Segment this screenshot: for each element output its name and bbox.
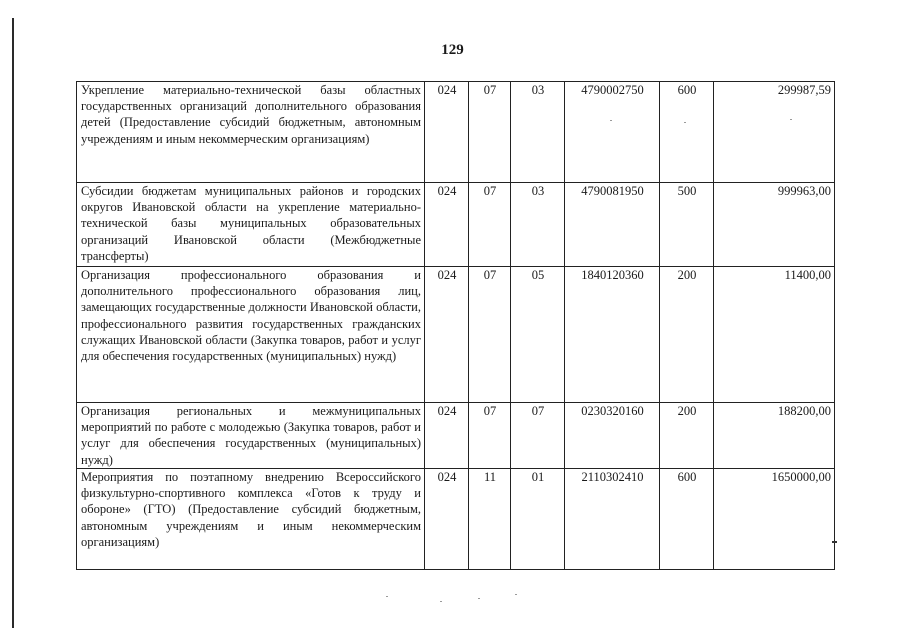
table-row: [77, 469, 835, 570]
scan-mark: [832, 541, 837, 543]
cell-expense-type: 500: [660, 183, 714, 267]
cell-description: Организация профессионального образования и дополнительного профессионального образования лиц, замещающих государственные должности Ивановской области, профессионального развития государственных гражданских служащих Ивановской области (Закупка товаров, работ и услуг для обеспечения государственных (муниципальных) нужд): [77, 267, 425, 403]
cell-amount: 999963,00: [714, 183, 835, 267]
cell-section: 07: [469, 82, 511, 183]
cell-amount: 11400,00: [714, 267, 835, 403]
cell-target-article: 1840120360: [565, 267, 660, 403]
cell-subsection: 07: [511, 403, 565, 469]
cell-target-article: 0230320160: [565, 403, 660, 469]
cell-ministry-code: 024: [425, 82, 469, 183]
cell-target-article: 2110302410: [565, 469, 660, 570]
scan-speck: [515, 594, 517, 595]
table-row: [77, 82, 835, 183]
scan-speck: [440, 601, 442, 602]
cell-amount: 1650000,00: [714, 469, 835, 570]
cell-subsection: 05: [511, 267, 565, 403]
cell-target-article: 4790081950: [565, 183, 660, 267]
cell-amount: 299987,59: [714, 82, 835, 183]
cell-description: Субсидии бюджетам муниципальных районов и городских округов Ивановской области на укрепление материально-технической базы муниципальных образовательных организаций Ивановской области (Межбюджетные трансферты): [77, 183, 425, 267]
cell-target-article: 4790002750: [565, 82, 660, 183]
cell-amount: 188200,00: [714, 403, 835, 469]
scan-speck: [386, 596, 388, 597]
cell-description: Укрепление материально-технической базы областных государственных организаций дополнительного образования детей (Предоставление субсидий бюджетным, автономным учреждениям и иным некоммерческим организациям): [77, 82, 425, 183]
scan-speck: [790, 119, 792, 120]
cell-description: Организация региональных и межмуниципальных мероприятий по работе с молодежью (Закупка товаров, работ и услуг для обеспечения государственных (муниципальных) нужд): [77, 403, 425, 469]
cell-expense-type: 600: [660, 82, 714, 183]
cell-ministry-code: 024: [425, 183, 469, 267]
cell-expense-type: 200: [660, 267, 714, 403]
cell-section: 07: [469, 183, 511, 267]
budget-table: [76, 81, 835, 570]
cell-subsection: 03: [511, 82, 565, 183]
scan-speck: [684, 122, 686, 123]
table-row: [77, 183, 835, 267]
cell-ministry-code: 024: [425, 469, 469, 570]
cell-description: Мероприятия по поэтапному внедрению Всероссийского физкультурно-спортивного комплекса «Готов к труду и обороне» (ГТО) (Предоставление субсидий бюджетным, автономным учреждениям и иным некоммерческим организациям): [77, 469, 425, 570]
page-left-edge-line: [12, 18, 14, 628]
cell-ministry-code: 024: [425, 267, 469, 403]
scan-speck: [610, 120, 612, 121]
cell-section: 11: [469, 469, 511, 570]
cell-subsection: 03: [511, 183, 565, 267]
cell-expense-type: 600: [660, 469, 714, 570]
table-row: [77, 403, 835, 469]
scan-speck: [478, 598, 480, 599]
cell-section: 07: [469, 267, 511, 403]
page-number: 129: [441, 42, 464, 58]
cell-section: 07: [469, 403, 511, 469]
cell-subsection: 01: [511, 469, 565, 570]
cell-ministry-code: 024: [425, 403, 469, 469]
cell-expense-type: 200: [660, 403, 714, 469]
table-row: [77, 267, 835, 403]
